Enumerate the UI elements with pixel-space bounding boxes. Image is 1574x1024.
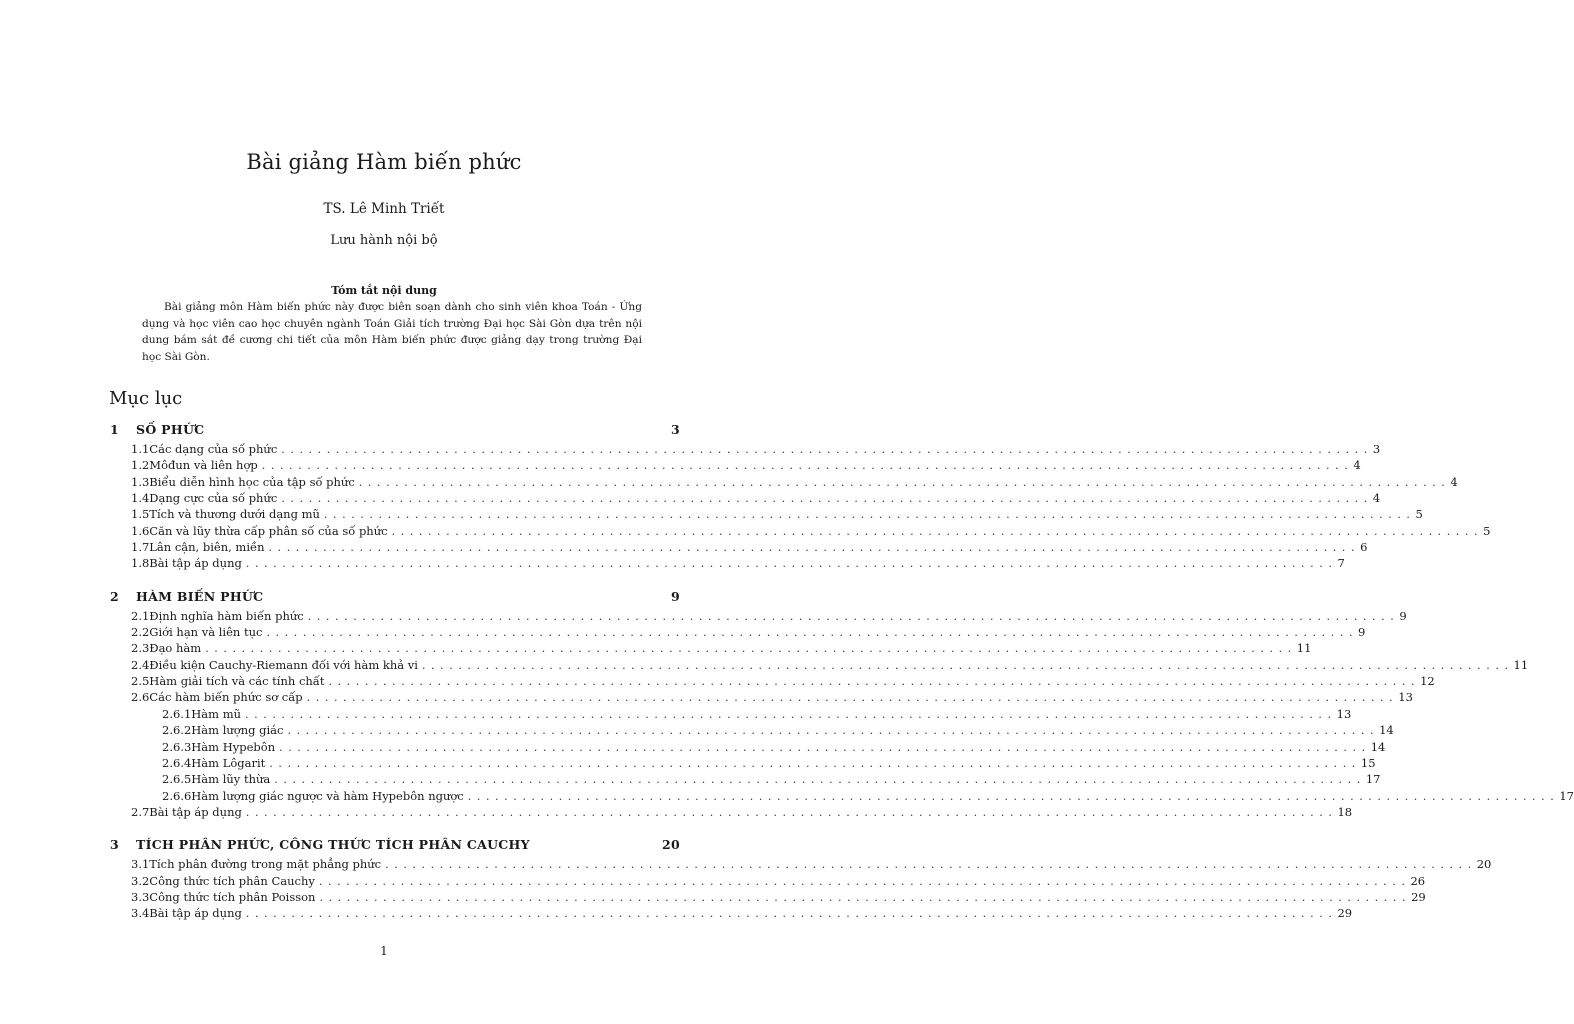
toc-entry-label: Tích phân đường trong mặt phẳng phức [149,857,382,872]
toc-entry-number: 2.6.1 [162,706,192,721]
toc-entry-number: 3.4 [131,906,150,921]
toc-leader-dots: ........................................................................................................................ [467,789,1560,803]
toc-leader-dots: ........................................................................................................................ [269,756,1361,770]
toc-leader-dots: ........................................................................................................................ [266,626,1359,640]
toc-entry-label: Môđun và liên hợp [149,458,258,473]
toc-entry-page: 17 [1559,788,1574,803]
toc-leader-dots: ........................................................................................................................ [391,524,1484,538]
abstract-heading: Tóm tắt nội dung [331,284,437,297]
toc-entry-label: Hàm Hypebôn [191,739,276,754]
toc-entry-page: 17 [1365,772,1381,787]
toc-entry-number: 1.8 [131,556,150,571]
toc-entry-page: 20 [1476,857,1492,872]
toc-entry-number: 2.2 [131,625,150,640]
toc-entry[interactable] [110,608,1407,625]
toc-leader-dots: ........................................................................................................................ [328,675,1421,689]
toc-heading: Mục lục [109,388,183,409]
toc-chapter-number: 1 [110,422,119,437]
toc-entry-page: 7 [1337,556,1345,571]
toc-entry[interactable] [110,739,1386,756]
toc-entry[interactable] [110,706,1352,723]
toc-entry-number: 2.6.3 [162,739,192,754]
toc-entry[interactable] [110,474,1458,491]
toc-chapter[interactable] [110,422,680,442]
toc-leader-dots: ........................................................................................................................ [307,609,1400,623]
toc-entry-page: 26 [1410,873,1426,888]
toc-entry-label: Hàm giải tích và các tính chất [149,674,325,689]
toc-leader-dots: ........................................................................................................................ [421,658,1514,672]
toc-leader-dots: ........................................................................................................................ [261,459,1354,473]
toc-entry-number: 1.7 [131,540,150,555]
toc-entry-page: 3 [1372,442,1381,456]
toc-entry-page: 15 [1360,755,1376,770]
toc-entry[interactable] [110,772,1381,788]
toc-chapter[interactable] [110,589,680,609]
toc-entry-page: 11 [1513,657,1529,672]
toc-entry[interactable] [110,625,1366,641]
table-of-contents [110,422,1574,923]
toc-entry-page: 14 [1370,739,1386,754]
toc-entry[interactable] [110,540,1368,556]
toc-entry-label: Hàm Lôgarit [191,755,266,770]
toc-entry-label: Công thức tích phân Poisson [149,889,316,904]
toc-entry-number: 2.6.4 [162,755,192,770]
toc-entry[interactable] [110,458,1361,474]
toc-entry-page: 4 [1372,491,1381,506]
toc-entry-number: 3.2 [131,873,150,888]
toc-entry-label: Giới hạn và liên tục [149,625,263,640]
abstract-body: Bài giảng môn Hàm biến phức này được biên soạn dành cho sinh viên khoa Toán - Ứng dụng và học viên cao học chuyên ngành Toán Giải tích trường Đại học Sài Gòn dựa trên nội dung bám sát đề cương chi tiết của môn Hàm biến phức được giảng dạy trong trường Đại học Sài Gòn. [142,301,642,363]
toc-leader-dots: ........................................................................................................................ [281,443,1373,456]
toc-entry-label: Các dạng của số phức [149,442,278,456]
toc-entry-page: 4 [1450,474,1458,489]
toc-entry[interactable] [110,755,1376,772]
toc-leader-dots: ........................................................................................................................ [274,773,1366,787]
toc-entry-label: Đạo hàm [149,641,202,656]
circulation-note: Lưu hành nội bộ [330,233,438,248]
toc-entry-label: Hàm lượng giác [191,723,284,738]
toc-entry-number: 1.4 [131,491,150,506]
toc-entry[interactable] [110,690,1413,706]
toc-entry[interactable] [110,674,1435,690]
toc-leader-dots: ........................................................................................................................ [205,642,1297,656]
toc-leader-dots: ........................................................................................................................ [245,907,1338,921]
toc-entry-label: Tích và thương dưới dạng mũ [149,507,320,522]
toc-entry-page: 29 [1337,906,1353,921]
toc-leader-dots: ........................................................................................................................ [245,805,1338,819]
toc-entry[interactable] [110,507,1423,523]
toc-entry-page: 12 [1420,674,1435,689]
toc-entry-page: 6 [1360,540,1368,555]
toc-entry-page: 18 [1337,804,1353,819]
toc-entry-label: Hàm lượng giác ngược và hàm Hypebôn ngược [191,788,464,803]
toc-entry-label: Biểu diễn hình học của tập số phức [149,474,355,489]
toc-entry-page: 4 [1353,458,1361,473]
toc-leader-dots: ........................................................................................................................ [287,724,1380,738]
toc-entry[interactable] [110,442,1381,458]
toc-leader-dots: ........................................................................................................................ [279,740,1371,754]
toc-entry-label: Công thức tích phân Cauchy [149,873,315,888]
toc-entry-page: 9 [1358,625,1366,640]
toc-entry-number: 3.3 [131,889,150,904]
toc-entry-label: Căn và lũy thừa cấp phân số của số phức [149,523,388,538]
toc-entry-page: 9 [1399,608,1407,623]
toc-entry-label: Dạng cực của số phức [149,491,278,506]
toc-chapter-number: 2 [110,588,119,604]
toc-leader-dots: ........................................................................................................................ [358,475,1451,489]
toc-entry-number: 1.2 [131,458,150,473]
toc-entry[interactable] [110,857,1492,873]
toc-entry[interactable] [110,873,1426,890]
toc-leader-dots: ........................................................................................................................ [245,707,1337,721]
toc-entry-label: Hàm mũ [191,706,242,721]
toc-entry-page: 13 [1398,690,1413,705]
toc-entry-number: 3.1 [131,857,150,872]
toc-entry-number: 2.4 [131,657,150,672]
toc-leader-dots: ........................................................................................................................ [245,557,1338,571]
toc-entry[interactable] [110,889,1426,906]
toc-leader-dots: ........................................................................................................................ [306,691,1399,705]
document-title: Bài giảng Hàm biến phức [246,150,522,174]
toc-entry-label: Bài tập áp dụng [149,804,242,819]
author-name: TS. Lê Minh Triết [323,201,445,217]
toc-entry-label: Điều kiện Cauchy-Riemann đối với hàm khả vi [149,657,418,672]
toc-chapter-page: 9 [671,588,680,604]
toc-entry-number: 1.6 [131,523,150,538]
toc-entry-number: 2.6 [131,690,150,705]
toc-chapter-number: 3 [110,837,119,853]
toc-entry[interactable] [110,788,1574,805]
toc-entry-page: 14 [1379,723,1394,738]
toc-chapter-title: SỐ PHỨC [136,422,205,437]
toc-chapter-page: 20 [662,837,680,853]
toc-entry[interactable] [110,556,1345,572]
toc-leader-dots: ........................................................................................................................ [281,492,1373,506]
toc-entry-number: 1.3 [131,474,150,489]
toc-chapter-title: HÀM BIẾN PHỨC [136,588,264,604]
toc-entry[interactable] [110,523,1491,540]
toc-entry-number: 2.1 [131,608,150,623]
toc-entry-label: Bài tập áp dụng [149,556,242,571]
toc-entry[interactable] [110,906,1353,922]
toc-entry-page: 13 [1336,706,1352,721]
toc-entry-label: Định nghĩa hàm biến phức [149,608,304,623]
toc-entry-number: 2.6.6 [162,788,192,803]
toc-entry[interactable] [110,804,1353,821]
toc-entry-number: 2.6.5 [162,772,192,787]
toc-entry-number: 2.5 [131,674,150,689]
toc-entry-label: Hàm lũy thừa [191,772,271,787]
toc-entry-label: Bài tập áp dụng [149,906,242,921]
toc-entry-page: 29 [1411,889,1426,904]
toc-entry[interactable] [110,723,1394,739]
toc-leader-dots: ........................................................................................................................ [268,541,1361,555]
toc-leader-dots: ........................................................................................................................ [318,874,1411,888]
toc-entry[interactable] [110,491,1381,507]
toc-entry-label: Các hàm biến phức sơ cấp [149,690,303,705]
toc-entry[interactable] [110,657,1529,674]
toc-leader-dots: ........................................................................................................................ [385,858,1477,872]
toc-entry-page: 5 [1415,507,1423,522]
toc-entry-page: 11 [1296,641,1312,656]
toc-entry-number: 2.7 [131,804,150,819]
toc-entry-page: 5 [1483,523,1491,538]
toc-entry[interactable] [110,641,1312,657]
toc-chapter-title: TÍCH PHÂN PHỨC, CÔNG THỨC TÍCH PHÂN CAUCHY [136,837,530,853]
page-number: 1 [380,944,388,958]
toc-entry-number: 2.6.2 [162,723,192,738]
toc-leader-dots: ........................................................................................................................ [323,508,1416,522]
toc-chapter[interactable] [110,837,680,857]
toc-entry-number: 1.5 [131,507,150,522]
toc-entry-label: Lân cận, biên, miền [149,540,265,555]
toc-chapter-page: 3 [671,422,680,437]
toc-leader-dots: ........................................................................................................................ [319,890,1412,904]
toc-entry-number: 1.1 [131,442,150,456]
toc-entry-number: 2.3 [131,641,150,656]
